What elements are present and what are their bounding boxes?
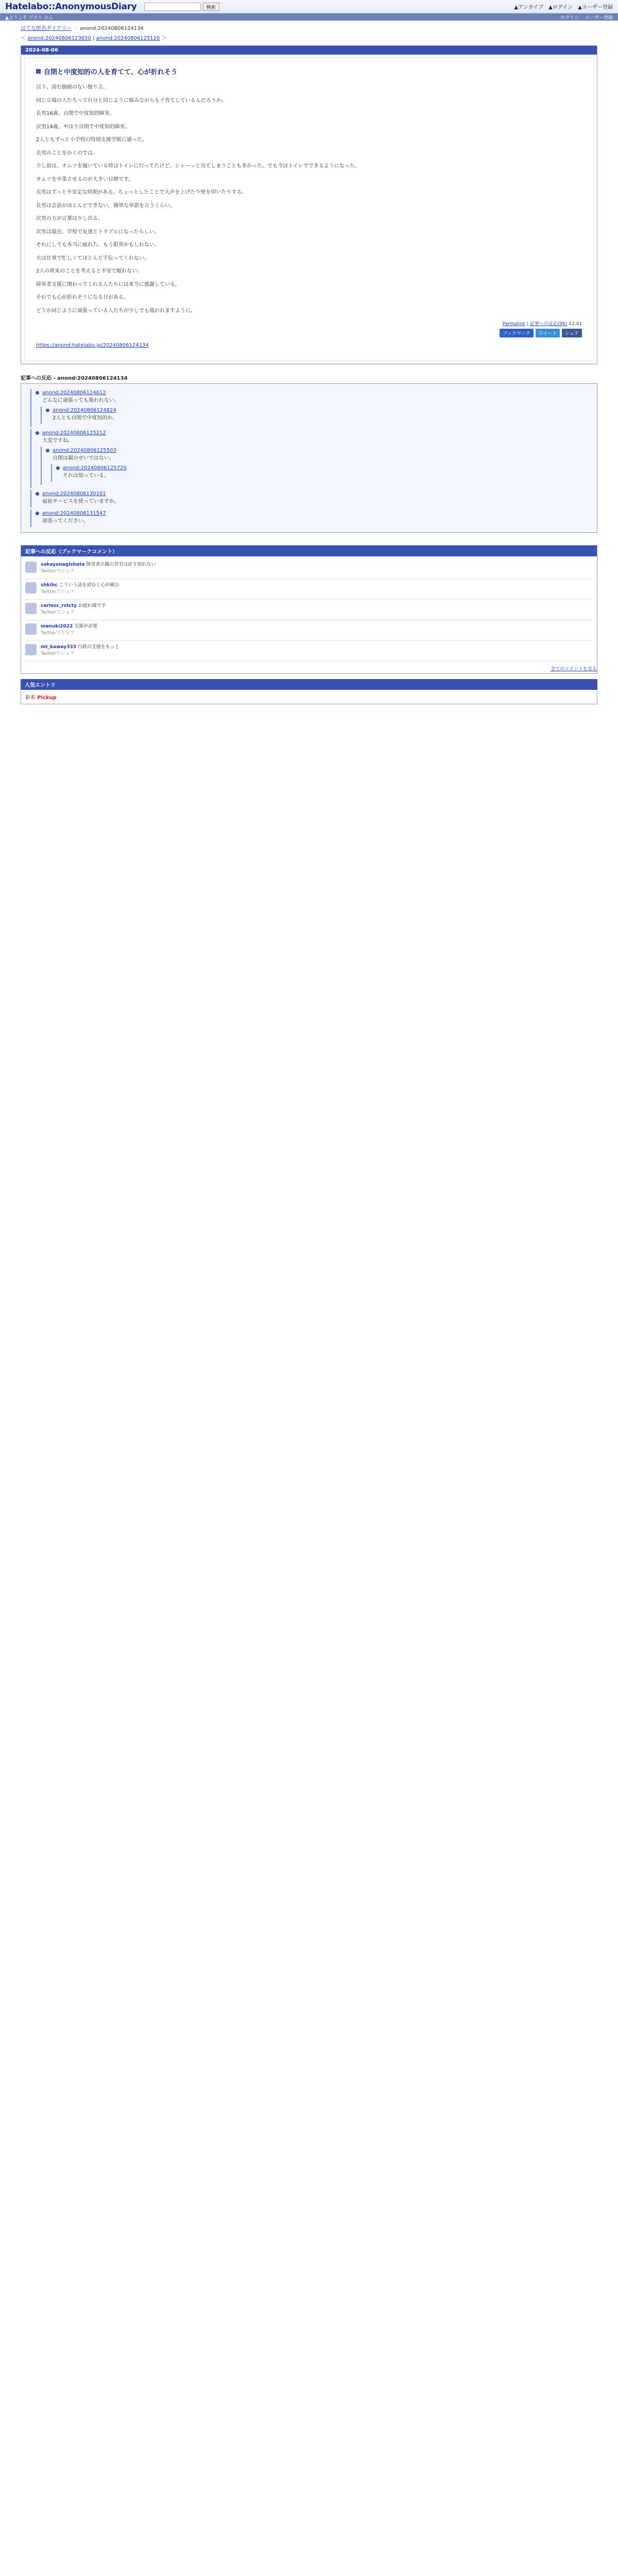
search-button[interactable]: 検索 [203, 3, 219, 11]
bookmark-user[interactable]: manuki2022 [41, 623, 73, 629]
bookmark-text: こういう話を読むと心が痛む [59, 582, 119, 588]
share-row [36, 329, 582, 337]
avatar[interactable] [25, 562, 37, 573]
article-paragraph: それでも心が折れそうになる日がある。 [36, 295, 129, 300]
breadcrumb-current: anond:20240806124134 [80, 26, 144, 31]
bookmark-share[interactable]: Twitterでシェア [41, 589, 75, 595]
bookmark-share[interactable]: Twitterでシェア [41, 610, 75, 615]
reply-text: 自閉は親のせいではない。 [53, 455, 114, 461]
bookmark-text: 支援が必要 [74, 623, 98, 629]
reply-id-link[interactable]: anond:20240806130101 [42, 490, 106, 497]
article-paragraph: 同じ立場の人たちって自分と同じように悩みながらも子育てしているんだろうか。 [36, 97, 227, 104]
avatar[interactable] [25, 623, 37, 635]
reply-text: 頑張ってください。 [42, 518, 89, 524]
reply-bullet-icon [36, 431, 39, 435]
bookmark-comments-heading: 記事への反応（ブックマークコメント） [21, 546, 597, 556]
bookmark-user[interactable]: sakayanagishota [41, 562, 85, 567]
article-paragraph: 長男は会話がほとんどできない。簡単な単語を言うくらい。 [36, 202, 175, 209]
reply-id-link[interactable]: anond:20240806131547 [42, 510, 106, 516]
header-links [514, 3, 613, 10]
header-link-archive[interactable]: ▲アンカイブ [514, 5, 544, 10]
reply-bullet-icon [56, 466, 60, 470]
bookmark-comments [21, 545, 597, 674]
bookmark-more [21, 664, 597, 673]
reply-id-link[interactable]: anond:20240806124824 [53, 407, 116, 413]
article-paragraph: 長男16歳。自閉で中度知的障害。 [36, 111, 115, 116]
reply-meta [36, 491, 593, 497]
article-paragraph: 障害者支援に関わってくれる人たちには本当に感謝している。 [36, 281, 180, 287]
article [21, 45, 597, 364]
article-paragraph: 次男14歳。やはり自閉で中度知的障害。 [36, 124, 130, 130]
title-square-icon [36, 69, 41, 74]
reply-item [30, 429, 593, 488]
bookmark-body [41, 562, 156, 575]
bookmark-body [41, 582, 119, 596]
reply-item [30, 510, 593, 527]
article-body [24, 58, 594, 361]
replies-heading: 記事への反応 - anond:20240806124134 [21, 375, 128, 381]
reply-item [51, 464, 593, 482]
article-paragraphs [36, 83, 582, 315]
reply-meta [46, 408, 593, 413]
bookmark-item [25, 620, 593, 641]
reply-text: どんなに頑張っても報われない。 [42, 397, 119, 403]
pager-prev[interactable]: anond:20240806123650 [27, 36, 91, 41]
avatar[interactable] [25, 582, 37, 594]
article-footer: Permalink | 記事への反応(96) 12:41 [502, 321, 582, 327]
article-paragraph: 次男の方が言葉は少し出る。 [36, 216, 103, 222]
article-paragraph: オムツを卒業させるのが大きい目標です。 [36, 176, 134, 182]
bookmark-user[interactable]: carlosc_rstcty [41, 603, 77, 608]
reply-meta [36, 511, 593, 516]
bookmark-share[interactable]: Twitterでシェア [41, 651, 75, 656]
article-paragraph: それにしても本当に疲れた。もう限界かもしれない。 [36, 242, 160, 248]
avatar[interactable] [25, 644, 37, 655]
search-input[interactable] [144, 3, 201, 11]
pager-next[interactable]: anond:20240806125120 [96, 36, 160, 41]
article-paragraph: 2人の将来のことを考えると不安で眠れない。 [36, 268, 143, 274]
article-title-text: 自閉と中度知的の人を育てて、心が折れそう [44, 69, 178, 76]
bookmark-user[interactable]: mt_kaway333 [41, 644, 77, 650]
article-paragraph: 少し前は、オムツを履いている時はトイレに行ってたけど、シャーッと出てしまうことも多かった。でも今はトイレでできるようになった。 [36, 163, 360, 169]
entry-pager: ＜ anond:20240806123650 | anond:20240806125120 ＞ [21, 36, 167, 41]
reply-bullet-icon [46, 409, 49, 412]
header-link-register[interactable]: ▲ユーザー登録 [578, 5, 613, 10]
bookmark-body [41, 644, 119, 658]
subnav-register[interactable]: ユーザー登録 [585, 15, 613, 21]
reply-bullet-icon [36, 391, 39, 395]
pickup-label[interactable]: Pickup [37, 694, 57, 701]
popular-body [21, 690, 597, 704]
article-paragraph: どうか同じように頑張っている人たちが少しでも報われますように。 [36, 308, 196, 314]
article-paragraph: 長男はずっと不安定な時期がある。ちょっとしたことで大声を上げたり壁を叩いたりする。 [36, 190, 247, 195]
reply-id-link[interactable]: anond:20240806125503 [53, 447, 116, 453]
reply-meta [46, 448, 593, 453]
avatar[interactable] [25, 603, 37, 614]
reply-text: 福祉サービスを使っていますか。 [42, 498, 119, 504]
bookmark-item [25, 579, 593, 600]
bookmark-text: お疲れ様です [78, 603, 106, 608]
site-logo[interactable]: Hatelabo::AnonymousDiary [5, 1, 137, 12]
article-paragraph: 次男は最近、学校で友達とトラブルになったらしい。 [36, 229, 160, 235]
header-link-login[interactable]: ▲ログイン [548, 5, 573, 10]
bookmark-body [41, 623, 97, 637]
permalink[interactable]: Permalink [502, 321, 525, 327]
reply-id-link[interactable]: anond:20240806124612 [42, 389, 106, 396]
bookmark-item [25, 641, 593, 662]
article-paragraph: 2人ともずっと小学校の特別支援学級に通った。 [36, 137, 147, 143]
bookmark-share[interactable]: Twitterでシェア [41, 569, 75, 574]
reply-meta [36, 390, 593, 396]
breadcrumb-home[interactable]: はてな匿名ダイアリー [21, 26, 72, 31]
reply-item [30, 389, 593, 427]
sub-nav [0, 13, 618, 21]
bookmark-share[interactable]: Twitterでシェア [41, 631, 75, 636]
share-link[interactable]: https://anond.hatelabo.jp/20240806124134 [36, 343, 149, 348]
subnav-login[interactable]: ログイン [560, 15, 579, 21]
reply-item [41, 447, 593, 485]
bookmark-list [21, 556, 597, 664]
post-time: 12:41 [569, 321, 582, 327]
article-title[interactable] [36, 66, 582, 76]
bookmark-item [25, 600, 593, 620]
bookmark-text: 行政の支援をもっと [77, 644, 119, 650]
article-paragraph: 以下、読む価値のない独り言。 [36, 84, 108, 90]
reply-item [41, 406, 593, 424]
reply-text: それは知っている。 [63, 472, 109, 479]
breadcrumb: はてな匿名ダイアリー - anond:20240806124134 [21, 26, 144, 31]
article-paragraph: 夫は仕事で忙しくてほとんど手伝ってくれない。 [36, 255, 149, 261]
reply-text: 2人とも自閉で中度知的か。 [53, 415, 118, 421]
reply-item [30, 490, 593, 507]
reply-meta [56, 465, 593, 471]
bookmark-text: 障害者の親の苦労は計り知れない [86, 562, 156, 567]
reply-bullet-icon [36, 492, 39, 496]
welcome-text: ▲ようこそ ゲスト さん [5, 15, 54, 21]
facebook-share-button[interactable]: シェア [562, 329, 582, 337]
site-header [0, 0, 618, 13]
hatena-bookmark-button[interactable]: ブックマーク [500, 329, 533, 337]
reactions-count[interactable]: 記事への反応(96) [529, 321, 568, 327]
article-paragraph: 長男のことをかくのでは。 [36, 150, 98, 156]
popular-label: 新着 [25, 694, 36, 701]
popular-heading: 人気エントリ [21, 679, 597, 690]
bookmark-user[interactable]: shkihc [41, 582, 58, 588]
reply-bullet-icon [46, 449, 49, 452]
reply-id-link[interactable]: anond:20240806125720 [63, 465, 127, 471]
reply-id-link[interactable]: anond:20240806125212 [42, 430, 106, 436]
tweet-button[interactable]: ツイート [536, 329, 560, 337]
reply-meta [36, 430, 593, 436]
reply-text: 大変ですね。 [42, 437, 73, 444]
reply-bullet-icon [36, 512, 39, 515]
bookmark-body [41, 603, 106, 617]
more-comments-link[interactable]: 全てのコメントを見る [550, 666, 597, 672]
article-date: 2024-08-06 [21, 46, 597, 55]
bookmark-item [25, 558, 593, 579]
reply-tree [21, 383, 597, 533]
